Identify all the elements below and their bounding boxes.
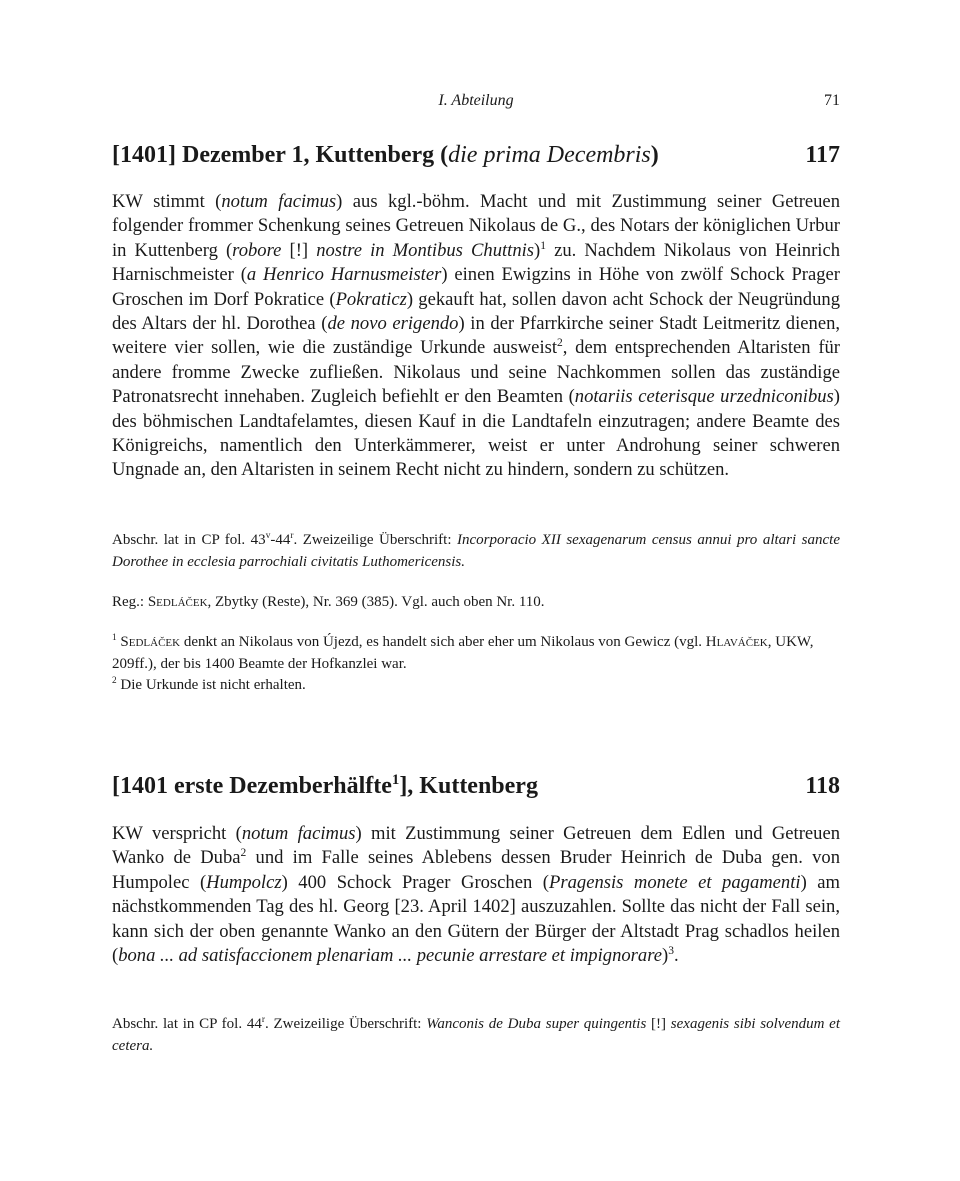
italic-text: notum facimus (221, 191, 337, 212)
text-run: KW verspricht ( (112, 823, 242, 844)
doc-118-number: 118 (805, 773, 840, 799)
text-run: Abschr. lat in CP fol. 44 (112, 1016, 262, 1032)
text-run: . Zweizeilige Überschrift: (293, 532, 458, 548)
text-run: ) gekauft hat, sollen davon acht Schock der Neugründung des Altars der hl. Dorothea ( (112, 288, 840, 335)
text-run: ) am nächstkommenden Tag des hl. Georg [23. April 1402] auszuzahlen. Sollte das nicht der Fall sein, kann sich der oben genannte Wanko an den Gütern der Bürger der Altstadt Prag schadlos heilen ( (112, 871, 840, 967)
italic-text: Pragensis monete et pagamenti (549, 871, 801, 893)
text-run: [!] (281, 239, 317, 261)
text-run: [!] (646, 1016, 671, 1032)
doc-117-number: 117 (805, 142, 840, 168)
italic-text: de novo erigendo (327, 313, 459, 335)
text-run: und im Falle seines Ablebens dessen Bruder Heinrich de Duba gen. von Humpolec ( (112, 847, 840, 893)
italic-text: robore (232, 239, 282, 261)
text-run: Abschr. lat in CP fol. 43 (112, 532, 266, 548)
doc-118-body (112, 822, 840, 968)
footnote-2 (112, 675, 840, 697)
text-run: ) mit Zustimmung seiner Getreuen dem Edlen und Getreuen Wanko de Duba (112, 823, 840, 869)
italic-text: a Henrico Harnusmeister (246, 264, 442, 286)
text-run: ) einen Ewigzins in Höhe von zwölf Schock Prager Groschen im Dorf Pokratice ( (112, 264, 840, 310)
italic-text: Pokraticz (335, 288, 407, 310)
italic-text: notum facimus (241, 823, 356, 844)
footnote-marker: r (261, 1015, 265, 1025)
footnote-marker: v (265, 531, 271, 541)
italic-text: notariis ceterisque urzedniconibus (574, 386, 834, 408)
doc-117-footnotes (112, 632, 840, 697)
text-run: KW stimmt ( (112, 191, 222, 212)
text-run: -44 (270, 532, 291, 548)
doc-117-date: [1401] Dezember 1, Kuttenberg (die prima Decembris) (112, 142, 659, 168)
doc-117-regest (112, 592, 840, 614)
footnote-marker: 3 (668, 944, 674, 957)
text-run: Reg.: (112, 594, 148, 610)
italic-text: Humpolcz (206, 871, 282, 893)
text-run: Hlaváček (705, 634, 768, 650)
footnote-marker: 1 (112, 633, 117, 643)
italic-text: nostre in Montibus Chuttnis (316, 239, 535, 261)
text-run: . (673, 945, 679, 967)
footnote-marker: 1 (540, 239, 546, 252)
italic-text: bona ... ad satisfaccionem plenariam ... pecunie arrestare et impignorare (118, 945, 662, 967)
footnote-marker: 2 (240, 847, 247, 860)
italic-text: Wanconis de Duba super quingentis (426, 1016, 647, 1032)
footnote-marker: r (290, 531, 294, 541)
text-run: , dem entsprechenden Altaristen für andere fromme Zwecke zufließen. Nikolaus und seine Nachkommen sollen das zuständige Patronatsrecht innehaben. Zugleich befiehlt er den Beamten ( (112, 337, 841, 408)
text-run: denkt an Nikolaus von Újezd, es handelt sich aber eher um Nikolaus von Gewicz (vgl. (180, 634, 706, 650)
doc-117-heading (112, 142, 840, 169)
footnote-1 (112, 632, 840, 675)
text-run: ) 400 Schock Prager Groschen ( (281, 871, 549, 893)
text-run: ) in der Pfarrkirche seiner Stadt Leitmeritz dienen, weitere vier sollen, wie die zuständige Urkunde ausweist (112, 313, 841, 359)
footnote-marker: 2 (557, 337, 563, 350)
text-run: Sedláček (147, 594, 208, 610)
doc-117-source-note (112, 530, 840, 573)
page-number: 71 (824, 92, 840, 109)
doc-118-heading (112, 773, 840, 800)
doc-117-body (112, 190, 840, 483)
italic-text: Incorporacio XII sexagenarum census annui pro altari sancte Dorothee in ecclesia parrochiali civitatis Luthomericensis. (112, 532, 840, 570)
doc-118-source-note (112, 1014, 840, 1057)
running-head-title: I. Abteilung (438, 92, 514, 109)
text-run: Sedláček (120, 634, 181, 650)
text-run: . Zweizeilige Überschrift: (264, 1016, 427, 1032)
text-run: , Zbytky (Reste), Nr. 369 (385). Vgl. auch oben Nr. 110. (207, 594, 545, 610)
text-run: ) (534, 239, 541, 261)
doc-118-date: [1401 erste Dezemberhälfte$^1$], Kuttenberg (112, 772, 538, 799)
running-head (112, 92, 840, 116)
text-run: ) (662, 945, 669, 967)
text-run: ) aus kgl.-böhm. Macht und mit Zustimmung seiner Getreuen folgender frommer Schenkung seines Getreuen Nikolaus de G., des Notars der königlichen Urbur in Kuttenberg ( (112, 191, 840, 261)
text-run: zu. Nachdem Nikolaus von Heinrich Harnischmeister ( (112, 239, 841, 286)
text-run: , UKW, 209ff.), der bis 1400 Beamte der Hofkanzlei war. (112, 634, 814, 672)
italic-text: sexagenis sibi solvendum et cetera. (112, 1016, 840, 1054)
footnote-marker: 2 (112, 676, 117, 686)
text-run: ) des böhmischen Landtafelamtes, diesen Kauf in die Landtafeln einzutragen; andere Beamte des Königreichs, namentlich den Unterkämmerer, weist er unter Androhung seiner schweren Ungnade an, den Altaristen in seinem Recht nicht zu hindern, sondern zu schützen. (112, 386, 840, 481)
text-run: Die Urkunde ist nicht erhalten. (116, 677, 306, 693)
